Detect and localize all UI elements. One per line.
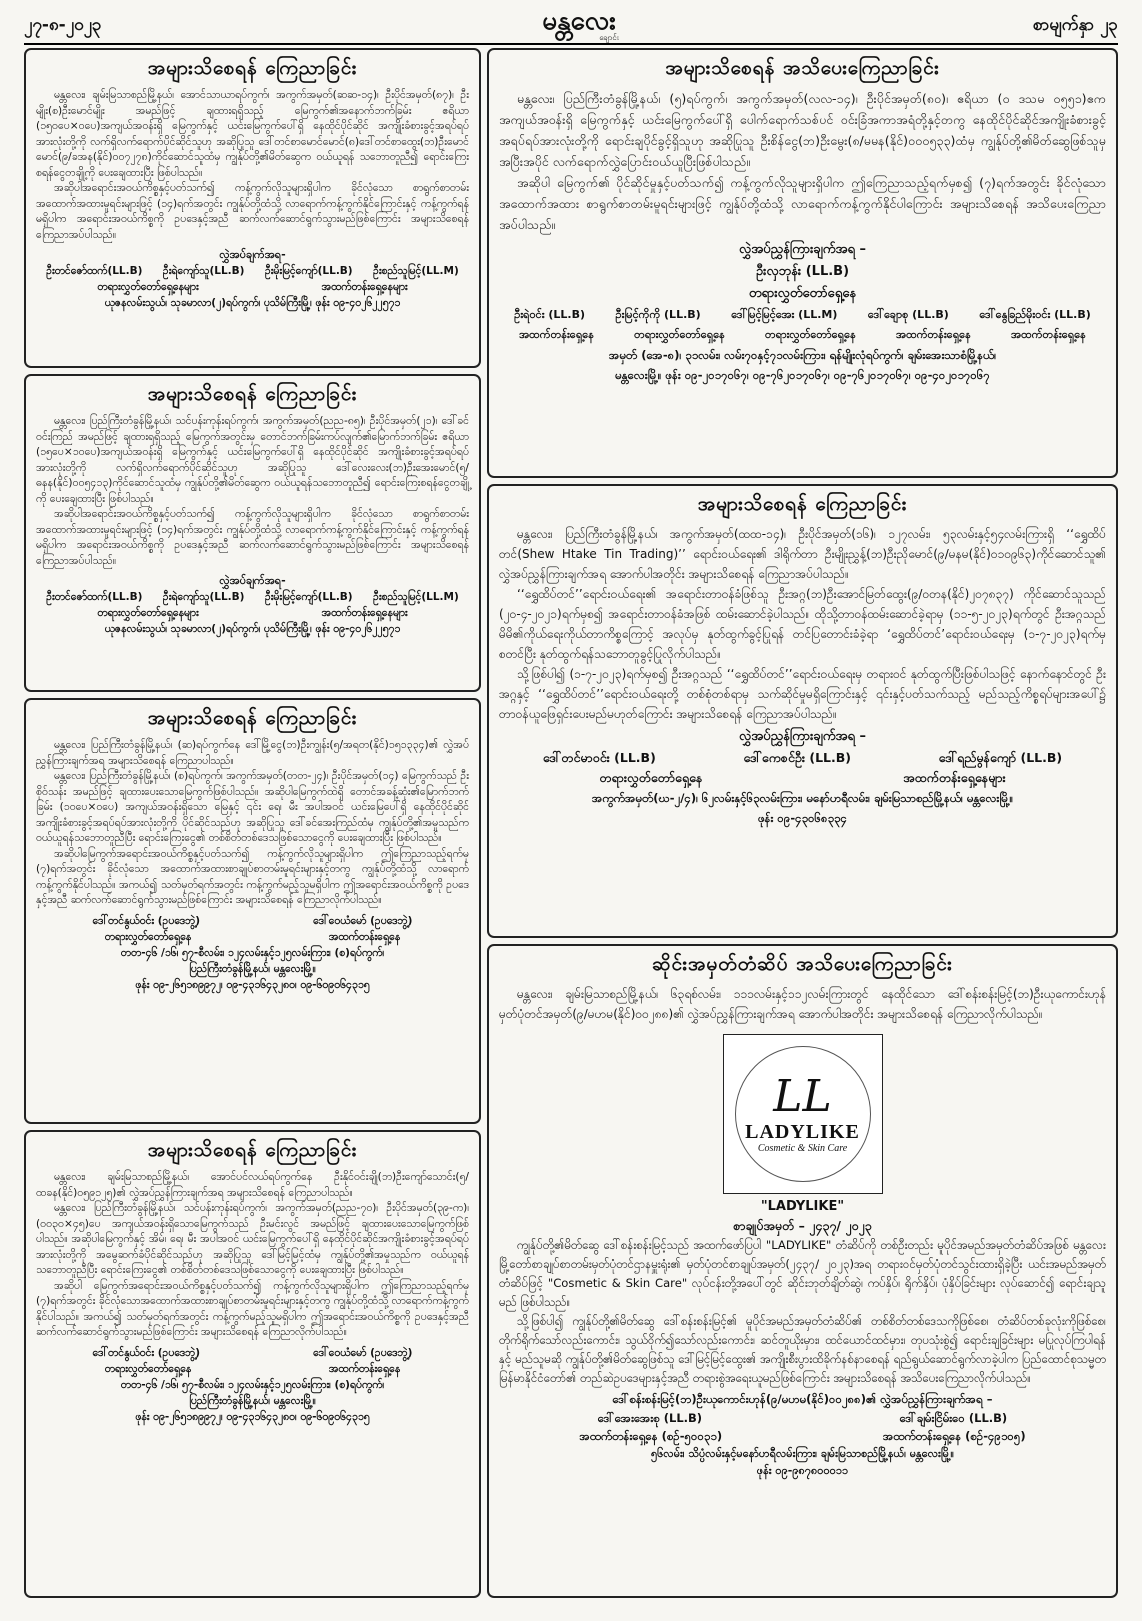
lawyer-name: ဒေါ်တင်နွယ်ဝင်း (ဥပဒေဘွဲ့) [92,1346,201,1359]
lead-lawyer-title: တရားလွှတ်တော်ရှေ့နေ [748,286,857,301]
lawyer-name: ဒေါ်အေးအေးစု (LL.B) [597,1411,703,1425]
lawyer-name: ဦးတင်ဇော်ထက်(LL.B) [46,265,143,277]
lawyer-title: အထက်တန်းရှေ့နေများ [321,607,408,619]
notice-left-2 [24,374,481,692]
notice-paragraph: အဆိုပါအရောင်းအဝယ်ကိစ္စနှင့်ပတ်သက်၍ ကန့်ကွက်လိုသူများရှိပါက ခိုင်လုံသော စာရွက်စာတမ်းအထောက်အထားမူရင်းများဖြင့် (၁၄)ရက်အတွင်း ကျွန်ုပ်တို့ထံသို့ လာရောက်ကန့်ကွက်နိုင်ကြောင်းနှင့် ကန့်ကွက်ရန်မရှိပါက အရောင်းအဝယ်ကိစ္စကို ဥပဒေနှင့်အညီ ဆက်လက်ဆောင်ရွက်သွားမည်ဖြစ်ကြောင်း အများသိစေရန် ကြေညာအပ်ပါသည်။ [36,182,469,241]
signature-names [36,1345,469,1361]
signature-titles [36,605,469,621]
signature-names [499,305,1106,325]
lawyer-title: အထက်တန်းရှေ့နေ (စဉ်-၄၉၁၀၅) [882,1429,1026,1443]
notice-paragraph: သို့ဖြစ်ပါ၍ (၁-၇-၂၀၂၃)ရက်မှစ၍ ဦးအဂ္ဂသည် ‘‘ရွှေထိပ်တင်’’ရောင်းဝယ်ရေးမှ တရားဝင် နုတ်ထွက်ပြီးဖြစ်ပါသဖြင့် နောက်နောင်တွင် ဦးအဂ္ဂနှင့် ‘‘ရွှေထိပ်တင်’’ရောင်းဝယ်ရေးတို့ တစ်စုံတစ်ရာမှ သက်ဆိုင်မှုမရှိကြောင်းနှင့် ၎င်းနှင့်ပတ်သက်သည့် မည်သည့်ကိစ္စရပ်များအပေါ်၌ တာဝန်ယူဖြေရှင်းပေးမည်မဟုတ်ကြောင်း အများသိစေရန် ကြေညာအပ်ပါသည်။ [499,667,1106,721]
lawyer-name: ဒေါ်မြင့်မြင့်အေး (LL.M) [731,308,838,321]
page-header [24,8,1118,42]
notice-left-3 [24,698,481,1124]
notice-paragraph: ကျွန်ုပ်တို့၏မိတ်ဆွေ ဒေါ်စန်းစန်းမြင့်သည် အထက်ဖော်ပြပါ "LADYLIKE" တံဆိပ်ကို တစ်ဦးတည်း မူပိုင်အမည်အမှတ်တံဆိပ်အဖြစ် မန္တလေးမြို့တော်စာချုပ်စာတမ်းမှတ်ပုံတင်ဌာနမှူးရုံး၏ မှတ်ပုံတင်စာချုပ်အမှတ်(၂၄၃၇/ ၂၀၂၃)အရ တရားဝင်မှတ်ပုံတင်သွင်းထားရှိခဲ့ပြီး ယင်းအမည်အမှတ်တံဆိပ်ဖြင့် "Cosmetic & Skin Care" လုပ်ငန်းတို့အပေါ်တွင် ဆိုင်းဘုတ်ချိတ်ဆွဲ၊ ကပ်နှိပ်၊ ရိုက်နှိပ်၊ ပုံနှိပ်ခြင်းများ လုပ်ဆောင်၍ ရောင်းချသူမည် ဖြစ်ပါသည်။ [499,1238,1106,1309]
logo-brand-text: LADYLIKE [745,1121,860,1143]
signature-names [36,913,469,929]
notice-paragraph: မန္တလေး၊ ပြည်ကြီးတံခွန်မြို့နယ်၊ သင်ပန်းကုန်းရပ်ကွက်၊ အကွက်အမှတ်(ညည-၇၀)၊ ဦးပိုင်အမှတ်(၃၉-က)၊ (၀၀၃၀×၄၅)ပေ အကျယ်အဝန်းရှိသောမြေကွက်သည် ဦးမင်းလွင် အမည်ဖြင့် ချထားပေးသောမြေကွက်ဖြစ်ပါသည်။ အဆိုပါမြေကွက်နှင့် အိမ်၊ ရေ၊ မီး အပါအဝင် ယင်းမြေကွက်ပေါ်ရှိ နေထိုင်ပိုင်ဆိုင်အကျိုးခံစားခွင့်အရပ်ရပ်အားလုံးတို့ကို အမွေဆက်ခံပိုင်ဆိုင်သည်ဟု အဆိုပြုသူ ဒေါ်မြင့်မြင့်ထံမှ ကျွန်ုပ်တို့၏အမှုသည်က ဝယ်ယူရန်သဘောတူညီပြီး ရောင်းကြေးငွေ၏ တစ်စိတ်တစ်ဒေသဖြစ်သောငွေကို ပေးချေထားပြီး ဖြစ်ပါသည်။ [36,1202,469,1276]
lawyer-name: ဦးစည်သူမြင့်(LL.M) [373,265,459,277]
lawyer-title: တရားလွှတ်တော်ရှေ့နေများ [97,607,199,619]
lawyer-title: တရားလွှတ်တော်ရှေ့နေ [765,328,856,341]
masthead [504,8,654,42]
lawyer-title: တရားလွှတ်တော်ရှေ့နေ [634,328,725,341]
lead-lawyer-name: ဦးလှဘုန်း (LL.B) [755,264,850,279]
notice-paragraph: မန္တလေး၊ ပြည်ကြီးတံခွန်မြို့နယ်၊ (ဆ)ရပ်ကွက်နေ ဒေါ်မြို့ငွေ(ဘ)ဦးကျွန်း(၅/အရတ(နိုင်)၁၅၁၃၃၄)၏ လွှဲအပ်ညွှန်ကြားချက်အရ အများသိစေရန် ကြေညာပါသည်။ [36,739,469,767]
office-address: ပြည်ကြီးတံခွန်မြို့နယ်၊ မန္တလေးမြို့။ [189,1394,316,1407]
signature-names [36,263,469,279]
office-address: ၅၆လမ်း၊ သိပ္ပံလမ်းနှင့်မနော်ဟရီလမ်းကြား၊ ချမ်းမြသာစည်မြို့နယ်၊ မန္တလေးမြို့။ [651,1447,954,1460]
lawyer-name: ဦးမိုးမြင့်ကျော်(LL.B) [264,265,353,277]
signature-titles [36,279,469,295]
office-address: အကွက်အမှတ်(ဃ-၂/၄)၊ ၆၂လမ်းနှင့်၆၃လမ်းကြား၊ မနော်ဟရီလမ်း၊ ချမ်းမြသာစည်မြို့နယ်၊ မန္တလေးမြို့။ [591,791,1014,805]
lawyer-title: အထက်တန်းရှေ့နေများ [321,281,408,293]
office-address: ယုဇနလမ်းသွယ်၊ သုခမာလာ(၂)ရပ်ကွက်၊ ပုသိမ်ကြီးမြို့၊ ဖုန်း ၀၉-၄၀၂၆၂၂၅၇၁ [104,623,401,635]
lawyer-name: ဦးတင်ဇော်ထက်(LL.B) [46,591,143,603]
notice-right-3 [487,944,1118,1598]
notice-paragraph: မန္တလေး၊ ပြည်ကြီးတံခွန်မြို့နယ်၊ အကွက်အမှတ်(ထထ-၁၄)၊ ဦးပိုင်အမှတ်(၁၆)၊ ၁၂၇လမ်း၊ ၅၃လမ်းနှင့်၅၄လမ်းကြားရှိ ‘‘ရွှေထိပ်တင်(Shew Htake Tin Trading)’’ ရောင်းဝယ်ရေး၏ ဒါရိုက်တာ ဦးမျိုးညွှန့်(ဘ)ဦးညိုမောင်(၉/မနမ(နိုင်)၀၁၀၉၆၃)ကိုင်ဆောင်သူ၏ လွှဲအပ်ညွှန်ကြားချက်အရ အောက်ပါအတိုင်း အများသိစေရန် ကြေညာအပ်ပါသည်။ [499,527,1106,581]
logo-monogram: LL [773,1071,832,1122]
notice-paragraph: အဆိုပါအရောင်းအဝယ်ကိစ္စနှင့်ပတ်သက်၍ ကန့်ကွက်လိုသူများရှိပါက ခိုင်လုံသော စာရွက်စာတမ်းအထောက်အထားမူရင်းများဖြင့် (၁၄)ရက်အတွင်း ကျွန်ုပ်တို့ထံသို့ လာရောက်ကန့်ကွက်နိုင်ကြောင်းနှင့် ကန့်ကွက်ရန်မရှိပါက အရောင်းအဝယ်ကိစ္စကို ဥပဒေနှင့်အညီ ဆက်လက်ဆောင်ရွက်သွားမည်ဖြစ်ကြောင်း အများသိစေရန် ကြေညာအပ်ပါသည်။ [36,508,469,567]
lawyer-title: အထက်တန်းရှေ့နေ [328,930,401,943]
brand-caption: "LADYLIKE" [760,1199,845,1214]
signature-names [499,1409,1106,1427]
ladylike-logo [723,1034,883,1194]
lawyer-title: တရားလွှတ်တော်ရှေ့နေ [104,930,192,943]
notice-right-2 [487,484,1118,938]
phone-numbers: ဖုန်း ၀၉-၂၆၅၁၈၉၉၇၂၊ ၀၉-၄၃၁၆၄၃၂၈၀၊ ၀၉-၆၀၉၀၆၄၃၁၅ [135,1410,370,1423]
notice-paragraph: သို့ဖြစ်ပါ၍ ကျွန်ုပ်တို့၏မိတ်ဆွေ ဒေါ်စန်းစန်းမြင့်၏ မူပိုင်အမည်အမှတ်တံဆိပ်၏ တစ်စိတ်တစ်ဒေသကိုဖြစ်စေ၊ တံဆိပ်တစ်ခုလုံးကိုဖြစ်စေ၊ တိုက်ရိုက်သော်လည်းကောင်း၊ သွယ်ဝိုက်၍သော်လည်းကောင်း၊ ဆင်တူယိုးမှား၊ ထင်ယောင်ထင်မှား၊ တုပသုံးစွဲ၍ ရောင်းချခြင်းများ မပြုလုပ်ကြပါရန်နှင့် မည်သူမဆို ကျွန်ုပ်တို့၏မိတ်ဆွေဖြစ်သူ ဒေါ်မြင့်မြင့်ထွေး၏ အကျိုးစီးပွားထိခိုက်နစ်နာစေရန် ရည်ရွယ်ဆောင်ရွက်လာခဲ့ပါက ပြည်ထောင်စုသမ္မတမြန်မာနိုင်ငံတော်၏ တည်ဆဲဥပဒေများနှင့်အညီ တရားစွဲအရေးယူမည်ဖြစ်ကြောင်း အများသိစေရန် အသိပေးကြေညာလိုက်ပါသည်။ [499,1314,1106,1385]
signature-names [36,589,469,605]
logo-tagline: Cosmetic & Skin Care [757,1143,848,1154]
notice-title: အများသိစေရန် အသိပေးကြေညာခြင်း [665,57,940,79]
lawyer-name: ဒေါ်ချမ်းငြိမ်းဝေ (LL.B) [899,1411,1008,1425]
notice-paragraph: မန္တလေး၊ ချမ်းမြသာစည်မြို့နယ်၊ အောင်ပင်လယ်ရပ်ကွက်နေ ဦးနိုင်ဝင်းချို(ဘ)ဦးကျော်သောင်း(၅/ထခန(နိုင်)၀၅၉၁၂၅)၏ လွှဲအပ်ညွှန်ကြားချက်အရ အများသိစေရန် ကြေညာပါသည်။ [36,1171,469,1199]
notice-paragraph: မန္တလေး၊ ပြည်ကြီးတံခွန်မြို့နယ်၊ သင်ပန်းကုန်းရပ်ကွက်၊ အကွက်အမှတ်(ညည-၈၅)၊ ဦးပိုင်အမှတ်(၂၁)၊ ဒေါ်ခင်ဝင်းကြည် အမည်ဖြင့် ချထားရရှိသည့် မြေကွက်အတွင်းမှ တောင်ဘက်ခြမ်းကပ်လျက်၏မြောက်ဘက်ခြမ်း ဧရိယာ (၁၅ပေ×၁၀ပေ)အကျယ်အဝန်းရှိ မြေကွက်နှင့် ယင်းမြေကွက်ပေါ်ရှိ နေထိုင်ပိုင်ဆိုင် အကျိုးခံစားခွင့်အရပ်ရပ်အားလုံးတို့ကို လက်ရှိလက်ရောက်ပိုင်ဆိုင်သူဟု အဆိုပြုသူ ဒေါ်လေးလေး(ဘ)ဦးအေးမောင်(၅/ဓနန(နိုင်)၀၀၅၄၁၃)ကိုင်ဆောင်သူထံမှ ကျွန်ုပ်တို့၏မိတ်ဆွေက ဝယ်ယူရန်သဘောတူညီ၍ ရောင်းကြေးစရန်ငွေတချို့ကို ပေးချေထားပြီး ဖြစ်ပါသည်။ [36,415,469,505]
masthead-sub: ချောင်း [599,33,619,42]
phone-numbers: ဖုန်း ၀၉-၂၆၅၁၈၉၉၇၂၊ ၀၉-၄၃၁၆၄၃၂၈၀၊ ၀၉-၆၀၉၀၆၄၃၁၅ [135,978,370,991]
signature-heading: လွှဲအပ်ချက်အရ- [219,574,286,587]
page-number: စာမျက်နှာ ၂၃ [1032,15,1118,35]
notice-title: အများသိစေရန် ကြေညာခြင်း [147,383,358,405]
signature-titles [499,768,1106,788]
office-address: ပြည်ကြီးတံခွန်မြို့နယ်၊ မန္တလေးမြို့။ [189,962,316,975]
notice-title: အများသိစေရန် ကြေညာခြင်း [147,1139,358,1161]
lawyer-name: ဒေါ်နွေခြည်မိုးဝင်း (LL.B) [979,308,1091,321]
lawyer-title: အထက်တန်းရှေ့နေ [1011,328,1086,341]
phone-numbers: မန္တလေးမြို့။ ဖုန်း ၀၉-၂၀၁၇၀၆၇၊ ၀၉-၇၆၂၀၁၇၀၆၇၊ ၀၉-၇၆၂၀၁၇၀၆၇၊ ၀၉-၄၀၂၀၁၇၀၆၇ [615,368,990,382]
logo-circle-icon [735,1046,871,1182]
office-address: တတ-၄၆ /၁၆၊ ၅၇-စီလမ်း၊ ၁၂၄လမ်းနှင့်၁၂၅လမ်းကြား၊ (စ)ရပ်ကွက်၊ [120,946,385,959]
notice-paragraph: မန္တလေး၊ ပြည်ကြီးတံခွန်မြို့နယ်၊ (စ)ရပ်ကွက်၊ အကွက်အမှတ်(တတ-၂၄)၊ ဦးပိုင်အမှတ်(၁၄) မြေကွက်သည် ဦးစိုဝ်သန်း အမည်ဖြင့် ချထားပေးသောမြေကွက်ဖြစ်ပါသည်။ အဆိုပါမြေကွက်ထဲရှိ တောင်အခန့်ဆုံး၏မြောက်ဘက်ခြမ်း (၁၀ပေ×၀ပေ) အကျယ်အဝန်းရှိသော မြေနှင့် ၎င်း ရေ၊ မီး အပါအဝင် ယင်းမြေပေါ်ရှိ နေထိုင်ပိုင်ဆိုင်အကျိုးခံစားခွင့်အရပ်ရပ်အားလုံးတို့ကို ပိုင်ဆိုင်သည်ဟု အဆိုပြုသူ ဒေါ်ခင်အေးကြည်ထံမှ ကျွန်ုပ်တို့၏အမှုသည်က ဝယ်ယူရန်သဘောတူညီပြီး ရောင်းကြေးငွေ၏ တစ်စိတ်တစ်ဒေသဖြစ်သောငွေကို ပေးချေထားပြီး ဖြစ်ပါသည်။ [36,770,469,844]
lawyer-name: ဦးမိုးမြင့်ကျော်(LL.B) [264,591,353,603]
notice-left-4 [24,1130,481,1598]
lawyer-name: ဒေါ်တင်မာဝင်း (LL.B) [542,750,656,765]
lawyer-title: တရားလွှတ်တော်ရှေ့နေများ [97,281,199,293]
lawyer-title: အထက်တန်းရှေ့နေ [895,328,971,341]
lawyer-name: ဒေါ်တင်နွယ်ဝင်း (ဥပဒေဘွဲ့) [92,914,201,927]
notice-title: အများသိစေရန် ကြေညာခြင်း [697,493,908,515]
signature-names [499,748,1106,768]
lawyer-title: တရားလွှတ်တော်ရှေ့နေ [599,770,703,785]
lawyer-name: ဒေါ်ချောစု (LL.B) [867,308,949,321]
phone-numbers: ဖုန်း ၀၉-၉၈၇၈၀၀၀၁၁ [756,1464,849,1477]
notice-left-1 [24,48,481,368]
signature-heading: လွှဲအပ်ညွှန်ကြားချက်အရ – [739,242,866,257]
lawyer-name: ဒေါ်ကေစင်ဦး (LL.B) [743,750,851,765]
lawyer-title: အထက်တန်းရှေ့နေ [328,1362,401,1375]
lawyer-title: အထက်တန်းရှေ့နေများ [903,770,1006,785]
lawyer-name: ဦးစည်သူမြင့်(LL.M) [373,591,459,603]
notice-intro: မန္တလေး၊ ချမ်းမြသာစည်မြို့နယ်၊ ၆၃ရစ်လမ်း၊ ၁၁၁လမ်းနှင့်၁၁၂လမ်းကြားတွင် နေထိုင်သော ဒေါ်စန်းစန်းမြင့်(ဘ)ဦးယုကောင်းဟုန် မှတ်ပုံတင်အမှတ်(၉/မဟမ(နိုင်)၀၀၂၈၈)၏ လွှဲအပ်ညွှန်ကြားချက်အရ အောက်ပါအတိုင်း အများသိစေရန် ကြေညာလိုက်ပါသည်။ [499,987,1106,1021]
notice-paragraph: အဆိုပါမြေကွက်အရောင်းအဝယ်ကိစ္စနှင့်ပတ်သက်၍ ကန့်ကွက်လိုသူများရှိပါက ဤကြေညာသည့်ရက်မှ (၇)ရက်အတွင်း ခိုင်လုံသော အထောက်အထားစာချုပ်စာတမ်းမူရင်းများနှင့်တကွ ကျွန်ုပ်တို့ထံသို့ လာရောက်ကန့်ကွက်နိုင်ပါသည်။ အကယ်၍ သတ်မှတ်ရက်အတွင်း ကန့်ကွက်မည့်သူမရှိပါက ဤအရောင်းအဝယ်ကိစ္စကို ဥပဒေနှင့်အညီ ဆက်လက်ဆောင်ရွက်သွားမည်ဖြစ်ကြောင်း အများသိစေရန် ကြေညာလိုက်ပါသည်။ [36,847,469,906]
signature-titles [499,1427,1106,1445]
notice-paragraph: အဆိုပါ မြေကွက်၏ ပိုင်ဆိုင်မှုနှင့်ပတ်သက်၍ ကန့်ကွက်လိုသူများရှိပါက ဤကြေညာသည့်ရက်မှစ၍ (၇)ရက်အတွင်း ခိုင်လုံသော အထောက်အထား စာရွက်စာတမ်းမူရင်းများဖြင့် ကျွန်ုပ်တို့ထံသို့ လာရောက်ကန့်ကွက်နိုင်ပါကြောင်း အများသိစေရန် အသိပေးကြေညာအပ်ပါသည်။ [499,175,1106,232]
lawyer-name: ဦးရဲကျော်သူ(LL.B) [162,591,245,603]
registration-number: စာချုပ်အမှတ် – ၂၄၃၇/ ၂၀၂၃ [733,1218,872,1233]
lawyer-name: ဒေါ်ဝေယံမော် (ဥပဒေဘွဲ့) [313,1346,413,1359]
header-rule [24,43,1118,45]
lawyer-name: ဒေါ်ရည်မွန်ကျော် (LL.B) [938,750,1063,765]
lawyer-title: တရားလွှတ်တော်ရှေ့နေ [104,1362,192,1375]
lawyer-name: ဒေါ်ဝေယံမော် (ဥပဒေဘွဲ့) [313,914,413,927]
notice-paragraph: မန္တလေး၊ ချမ်းမြသာစည်မြို့နယ်၊ အောင်သာယာရပ်ကွက်၊ အကွက်အမှတ်(ဆဆ-၁၄)၊ ဦးပိုင်အမှတ်(၈၇)၊ ဦးမျိုး(စ)ဦးမောင်မျိုး အမည်ဖြင့် ချထားရရှိသည့် မြေကွက်၏အနောက်ဘက်ခြမ်း ဧရိယာ (၁၅၀ပေ×၀ပေ)အကျယ်အဝန်းရှိ မြေကွက်နှင့် ယင်းမြေကွက်ပေါ်ရှိ နေထိုင်ပိုင်ဆိုင် အကျိုးခံစားခွင့်အရပ်ရပ်အားလုံးတို့ကို လက်ရှိလက်ရောက်ပိုင်ဆိုင်သူဟု အဆိုပြုသူ ဒေါ်တင်စာမောင်မောင်(၈)ဒေါ်တင်စာထွေး(ဘ)ဦးမောင်မောင်(၉/ခအန(နိုင်)၀၀၇၂၇၈)ကိုင်ဆောင်သူထံမှ ကျွန်ုပ်တို့၏မိတ်ဆွေက ဝယ်ယူရန် သဘောတူညီ၍ ရောင်းကြေးစရန်ငွေတချို့ကို ပေးချေထားပြီး ဖြစ်ပါသည်။ [36,89,469,179]
notice-right-1 [487,48,1118,478]
notice-paragraph: မန္တလေး၊ ပြည်ကြီးတံခွန်မြို့နယ်၊ (၅)ရပ်ကွက်၊ အကွက်အမှတ်(လလ-၁၄)၊ ဦးပိုင်အမှတ်(၈၀)၊ ဧရိယာ (၀ ဒသမ ၀၅၅၁)ဧက အကျယ်အဝန်းရှိ မြေကွက်နှင့် ယင်းမြေကွက်ပေါ်ရှိ ပေါက်ရောက်သစ်ပင် ဝင်းခြံအကာအရံတို့နှင့်တကွ နေထိုင်ပိုင်ဆိုင်အကျိုးခံစားခွင့်အရပ်ရပ်အားလုံးတို့ကို ရောင်းချပိုင်ခွင့်ရှိသူဟု အဆိုပြုသူ ဦးစိန်ငွေ(ဘ)ဦးမွေး(၈/မမန(နိုင်)၀၀၀၅၃၃)ထံမှ ကျွန်ုပ်တို့၏မိတ်ဆွေဖြစ်သူမှ အပြီးအပိုင် လက်ရောက်လွှဲပြောင်းဝယ်ယူပြီးဖြစ်ပါသည်။ [499,91,1106,169]
notice-title: အများသိစေရန် ကြေညာခြင်း [147,707,358,729]
lawyer-title: အထက်တန်းရှေ့နေ (စဉ်-၅၀၀၃၁) [579,1429,723,1443]
masthead-title: မန္တလေး [542,6,616,36]
signature-titles [36,929,469,945]
phone-numbers: ဖုန်း ၀၉-၄၃၀၆၈၃၃၄ [757,811,847,825]
signature-heading: လွှဲအပ်ညွှန်ကြားချက်အရ – [739,729,866,744]
notice-title: ဆိုင်းအမှတ်တံဆိပ် အသိပေးကြေညာခြင်း [652,953,953,975]
lawyer-name: ဦးရဲကျော်သူ(LL.B) [162,265,245,277]
lawyer-name: ဦးရဲဝင်း (LL.B) [514,308,586,321]
signature-heading: လွှဲအပ်ချက်အရ- [219,248,286,261]
notice-paragraph: အဆိုပါ မြေကွက်အရောင်းအဝယ်ကိစ္စနှင့်ပတ်သက်၍ ကန့်ကွက်လိုသူများရှိပါက ဤကြေညာသည့်ရက်မှ (၇)ရက်အတွင်း ခိုင်လုံသောအထောက်အထားစာချုပ်စာတမ်းမူရင်းများနှင့်တကွ ကျွန်ုပ်တို့ထံသို့ လာရောက်ကန့်ကွက်နိုင်ပါသည်။ အကယ်၍ သတ်မှတ်ရက်အတွင်း ကန့်ကွက်မည့်သူမရှိပါက ဤအရောင်းအဝယ်ကိစ္စကို ဥပဒေနှင့်အညီ ဆက်လက်ဆောင်ရွက်သွားမည်ဖြစ်ကြောင်း အများသိစေရန် ကြေညာလိုက်ပါသည်။ [36,1279,469,1338]
signature-titles [499,325,1106,345]
lawyer-title: အထက်တန်းရှေ့နေ [519,328,594,341]
office-address: အမှတ် (အေ-၈)၊ ၃၁လမ်း၊ လမ်း၇၀နှင့်၇၁လမ်းကြား၊ ရန်မျိုးလုံရပ်ကွက်၊ ချမ်းအေးသာစံမြို့နယ်၊ [608,348,997,362]
signature-titles [36,1361,469,1377]
signature-heading: ဒေါ်စန်းစန်းမြင့်(ဘ)ဦးယုကောင်းဟုန်(၉/မဟမ(နိုင်)၀၀၂၈၈)၏ လွှဲအပ်ညွှန်ကြားချက်အရ – [612,1392,993,1406]
office-address: တတ-၄၆ /၁၆၊ ၅၇-စီလမ်း၊ ၁၂၄လမ်းနှင့်၁၂၅လမ်းကြား၊ (စ)ရပ်ကွက်၊ [120,1378,385,1391]
notice-title: အများသိစေရန် ကြေညာခြင်း [147,57,358,79]
notice-paragraph: ‘‘ရွှေထိပ်တင်’’ရောင်းဝယ်ရေး၏ အရောင်းတာဝန်ခံဖြစ်သူ ဦးအဂ္ဂ(ဘ)ဦးအောင်မြတ်ထွေး(၉/ဝတန(နိုင်)၂၀၇၈၃၇) ကိုင်ဆောင်သူသည် (၂၀-၄-၂၀၂၁)ရက်မှစ၍ အရောင်းတာဝန်ခံအဖြစ် ထမ်းဆောင်ခဲ့ပါသည်။ ထိုသို့တာဝန်ထမ်းဆောင်ခဲ့ရာမှ (၁၁-၅-၂၀၂၃)ရက်တွင် ဦးအဂ္ဂသည် မိမိ၏ကိုယ်ရေးကိုယ်တာကိစ္စကြောင့် အလုပ်မှ နုတ်ထွက်ခွင့်ပြုရန် တင်ပြတောင်းခံခဲ့ရာ ‘ရွှေထိပ်တင်’ရောင်းဝယ်ရေးမှ (၁-၇-၂၀၂၃)ရက်မှ စတင်ပြီး နုတ်ထွက်ရန်သဘောတူခွင့်ပြုလိုက်ပါသည်။ [499,587,1106,661]
lawyer-name: ဦးမြင့်ကိုကို (LL.B) [615,308,701,321]
issue-date: ၂၇-၈-၂၀၂၃ [24,15,102,35]
office-address: ယုဇနလမ်းသွယ်၊ သုခမာလာ(၂)ရပ်ကွက်၊ ပုသိမ်ကြီးမြို့၊ ဖုန်း ၀၉-၄၀၂၆၂၂၅၇၁ [104,297,401,309]
